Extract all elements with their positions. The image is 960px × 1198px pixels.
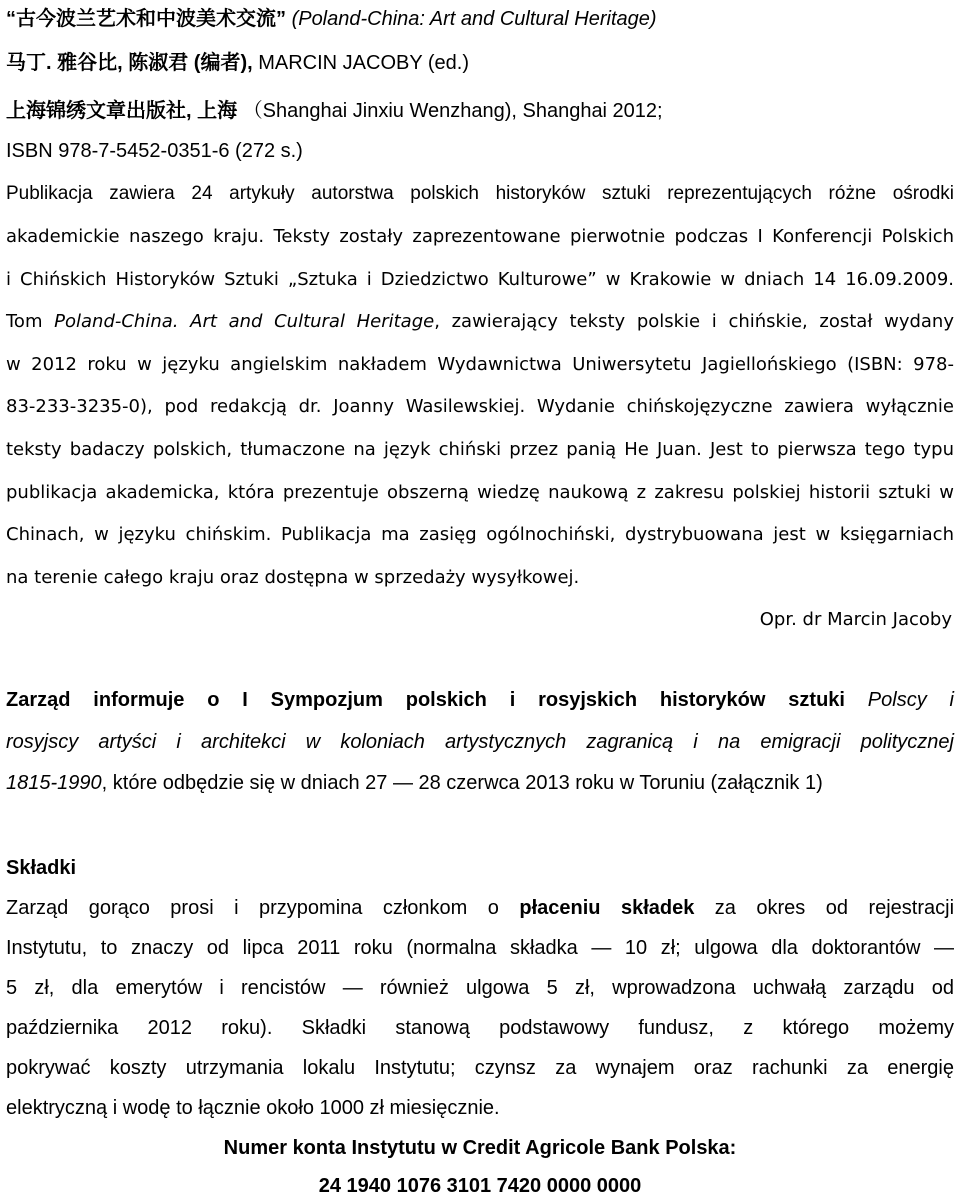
announcement-years: 1815-1990 — [6, 772, 102, 794]
article-line-8: publikacja akademicka, która prezentuje obszerną wiedzę naukową z zakresu polskiej historii sztuki w — [6, 482, 954, 503]
publisher-english: （Shanghai Jinxiu Wenzhang), Shanghai 2012; — [242, 100, 663, 122]
announcement-line-1 — [6, 689, 954, 712]
editors-chinese: 马丁. 雅谷比, 陈淑君 (编者), — [6, 52, 253, 74]
fees-line-2: Instytutu, to znaczy od lipca 2011 roku (normalna składka — 10 zł; ulgowa dla doktorantów — — [6, 937, 954, 959]
book-editors-line — [6, 46, 469, 75]
article-line-5: w 2012 roku w języku angielskim nakładem Wydawnictwa Uniwersytetu Jagiellońskiego (ISBN: 978- — [6, 354, 954, 375]
bank-account-heading: Numer konta Instytutu w Credit Agricole Bank Polska: — [223, 1137, 737, 1159]
fees-line-5: pokrywać koszty utrzymania lokalu Instytutu; czynsz za wynajem oraz rachunki za energię — [6, 1057, 954, 1079]
fees-heading: Składki — [6, 857, 77, 879]
announcement-line-2: rosyjscy artyści i architekci w koloniach artystycznych zagranicą i na emigracji politycznej — [6, 731, 954, 753]
article-signature: Opr. dr Marcin Jacoby — [759, 609, 952, 630]
article-line-9: Chinach, w języku chińskim. Publikacja ma zasięg ogólnochiński, dystrybuowana jest w księgarniach — [6, 524, 954, 545]
fees-line-6: elektryczną i wodę to łącznie około 1000 zł miesięcznie. — [6, 1097, 500, 1119]
article-line-6: 83-233-3235-0), pod redakcją dr. Joanny Wasilewskiej. Wydanie chińskojęzyczne zawiera wyłącznie — [6, 396, 954, 417]
fees-line-3: 5 zł, dla emerytów i rencistów — również ulgowa 5 zł, wprowadzona uchwałą zarządu od — [6, 977, 954, 999]
fees-line-1-start: Zarząd gorąco prosi i przypomina członkom o — [6, 897, 520, 919]
announcement-title-start: Polscy i — [844, 689, 954, 711]
book-title-english: (Poland-China: Art and Cultural Heritage) — [291, 8, 657, 30]
announcement-line-3 — [6, 772, 823, 795]
book-title-line — [6, 2, 657, 31]
fees-line-1-end: za okres od rejestracji — [694, 897, 955, 919]
volume-desc: , zawierający teksty polskie i chińskie, został wydany — [434, 311, 954, 332]
fees-emphasis: płaceniu składek — [519, 897, 695, 919]
article-line-10: na terenie całego kraju oraz dostępna w sprzedaży wysyłkowej. — [6, 567, 580, 588]
volume-title: Poland-China. Art and Cultural Heritage — [54, 311, 435, 332]
article-line-4 — [6, 311, 954, 332]
fees-line-4: października 2012 roku). Składki stanową podstawowy fundusz, z którego możemy — [6, 1017, 954, 1039]
announcement-lead: Zarząd informuje o I Sympozjum polskich i rosyjskich historyków sztuki — [6, 689, 845, 711]
article-line-2: akademickie naszego kraju. Teksty zostały zaprezentowane pierwotnie podczas I Konferencji Polskich — [6, 226, 954, 247]
editors-english: MARCIN JACOBY (ed.) — [258, 52, 470, 74]
publisher-chinese: 上海锦绣文章出版社, 上海 — [6, 100, 238, 122]
article-line-7: teksty badaczy polskich, tłumaczone na język chiński przez panią He Juan. Jest to pierwsza tego typu — [6, 439, 954, 460]
announcement-dates: , które odbędzie się w dniach 27 — 28 czerwca 2013 roku w Toruniu (załącznik 1) — [101, 772, 823, 794]
fees-line-1 — [6, 897, 954, 920]
article-line-1: Publikacja zawiera 24 artykuły autorstwa polskich historyków sztuki reprezentujących różne ośrodki — [6, 183, 954, 204]
bank-account-number: 24 1940 1076 3101 7420 0000 0000 — [318, 1175, 642, 1197]
book-isbn-line: ISBN 978-7-5452-0351-6 (272 s.) — [6, 140, 303, 162]
volume-label: Tom — [6, 311, 55, 332]
article-line-3: i Chińskich Historyków Sztuki „Sztuka i Dziedzictwo Kulturowe” w Krakowie w dniach 14 16.09.2009. — [6, 269, 954, 290]
book-publisher-line — [6, 94, 663, 123]
book-title-chinese: “古今波兰艺术和中波美术交流” — [6, 8, 286, 30]
